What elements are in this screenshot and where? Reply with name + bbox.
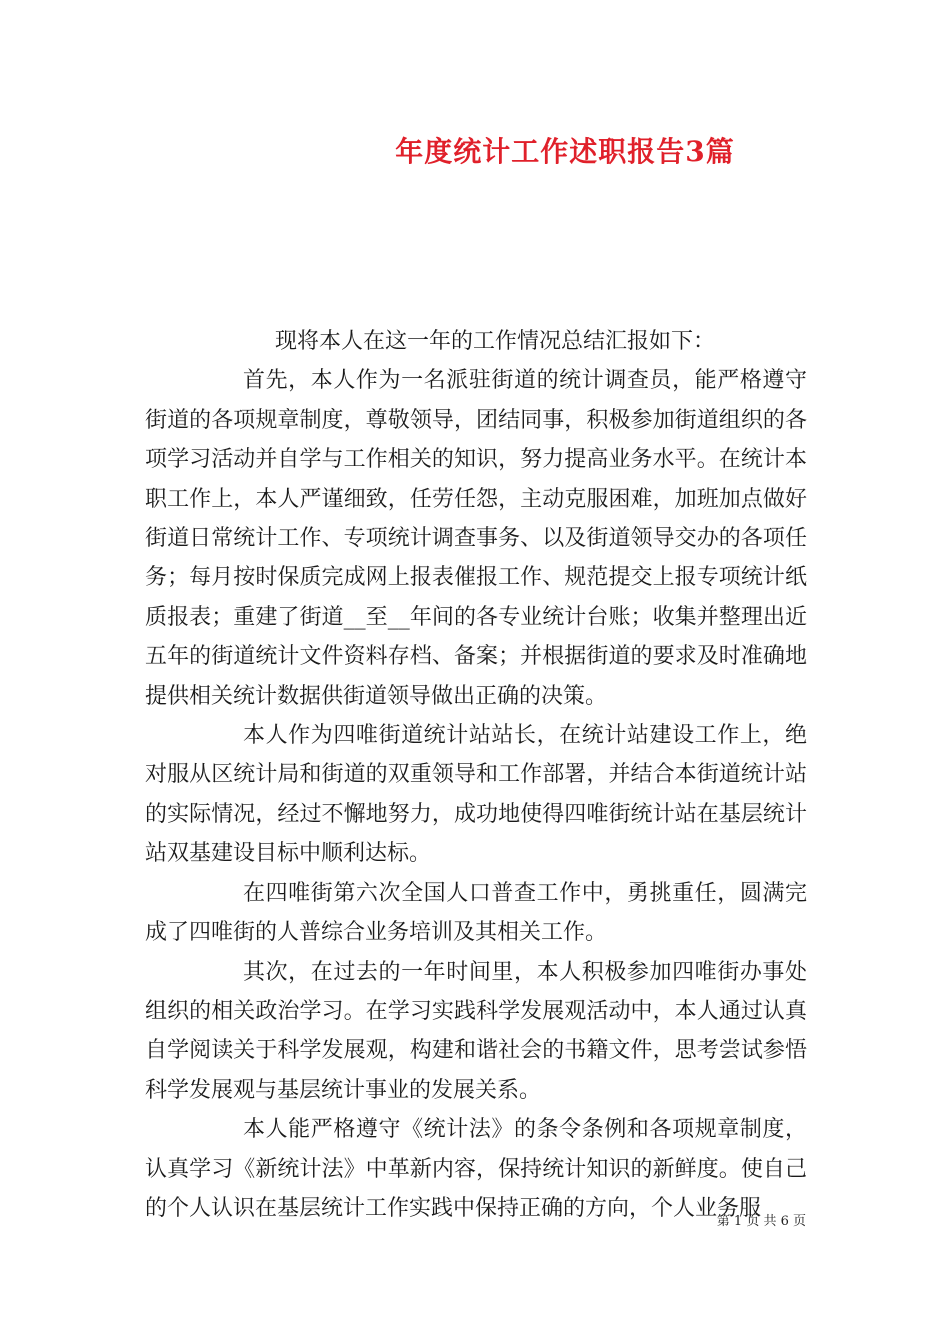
paragraph: 本人能严格遵守《统计法》的条令条例和各项规章制度，认真学习《新统计法》中革新内容，保持统计知识的新鲜度。使自己的个人认识在基层统计工作实践中保持正确的方向，个人业务服 [145,1117,807,1221]
paragraph-intro: 现将本人在这一年的工作情况总结汇报如下： [275,329,716,354]
document-title: 年度统计工作述职报告3篇 [395,135,735,168]
page-number-footer: 第 1 页 共 6 页 [716,1214,806,1229]
document-body [145,322,807,1228]
paragraph: 其次，在过去的一年时间里，本人积极参加四唯街办事处组织的相关政治学习。在学习实践科学发展观活动中，本人通过认真自学阅读关于科学发展观，构建和谐社会的书籍文件，思考尝试参悟科学发展观与基层统计事业的发展关系。 [145,959,807,1103]
paragraph: 本人作为四唯街道统计站站长，在统计站建设工作上，绝对服从区统计局和街道的双重领导和工作部署，并结合本街道统计站的实际情况，经过不懈地努力，成功地使得四唯街统计站在基层统计站双基建设目标中顺利达标。 [145,723,807,867]
paragraph: 首先，本人作为一名派驻街道的统计调查员，能严格遵守街道的各项规章制度，尊敬领导，团结同事，积极参加街道组织的各项学习活动并自学与工作相关的知识，努力提高业务水平。在统计本职工作上，本人严谨细致，任劳任怨，主动克服困难，加班加点做好街道日常统计工作、专项统计调查事务、以及街道领导交办的各项任务；每月按时保质完成网上报表催报工作、规范提交上报专项统计纸质报表；重建了街道__至__年间的各专业统计台账；收集并整理出近五年的街道统计文件资料存档、备案；并根据街道的要求及时准确地提供相关统计数据供街道领导做出正确的决策。 [145,368,807,709]
paragraph: 在四唯街第六次全国人口普查工作中，勇挑重任，圆满完成了四唯街的人普综合业务培训及其相关工作。 [145,880,807,946]
